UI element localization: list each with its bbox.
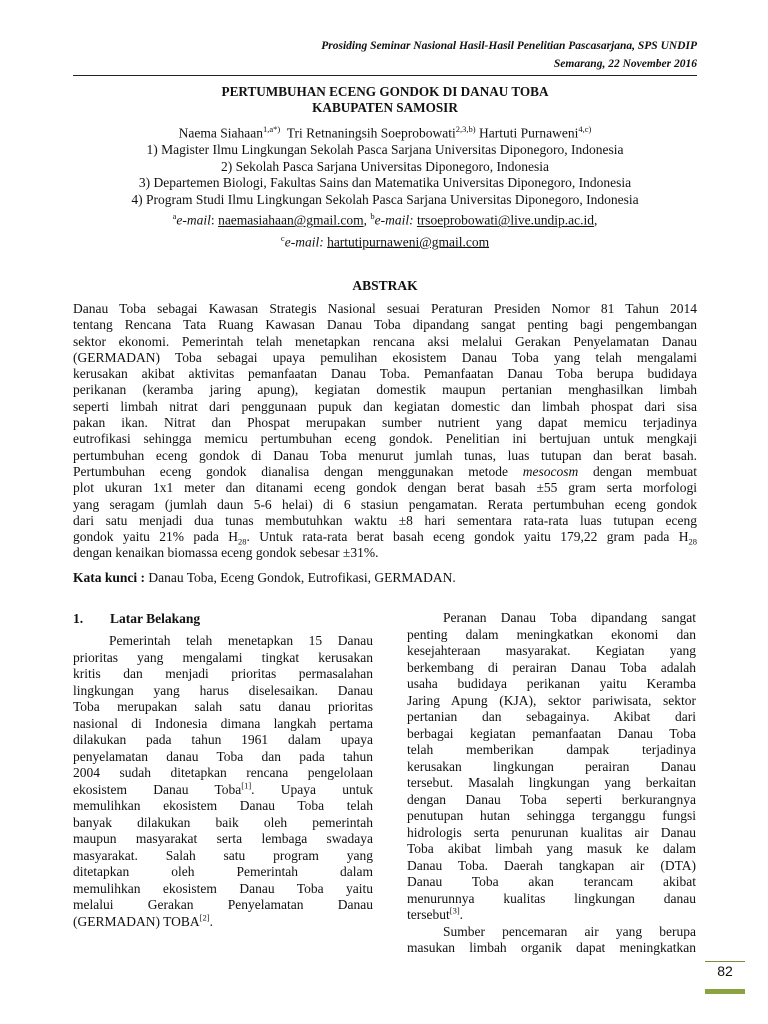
author-2-name: Tri Retnaningsih Soeprobowati <box>286 125 456 141</box>
abstract-line: (GERMADAN) Toba sebagai upaya pemulihan ekosistem Danau Toba yang telah mengalami <box>73 349 697 365</box>
abstract-line: perikanan (keramba jaring apung), kegiatan domestik maupun pertanian menghasilkan limbah <box>73 382 697 398</box>
affiliation-4: 4) Program Studi Ilmu Lingkungan Sekolah Pasca Sarjana Universitas Diponegoro, Indonesia <box>131 191 639 207</box>
affiliation-2: 2) Sekolah Pasca Sarjana Universitas Diponegoro, Indonesia <box>220 158 550 174</box>
left-line: memulihkan ekosistem Danau Toba yaitu <box>73 880 373 896</box>
left-line: ditetapkan oleh Pemerintah dalam <box>73 864 373 879</box>
abstract-line: seperti limbah nitrat dari penggunaan pupuk dan kegiatan domestic dan limbah phospat dari sisa <box>73 398 697 414</box>
abstract-line: gondok yaitu 21% pada $H_{28}$. Untuk rata-rata berat basah eceng gondok yaitu 179,22 gram pada $H_{28}$ <box>73 529 697 547</box>
author-3-name: Hartuti Purnaweni <box>478 125 579 141</box>
author-names <box>73 121 697 142</box>
page-number-rule <box>705 961 745 962</box>
right-line: Danau Toba. Daerah tangkapan air (DTA) <box>407 857 696 873</box>
left-line: kritis dan menjadi prioritas permasalahan <box>73 666 373 681</box>
author-1-name: Naema Siahaan <box>178 125 263 141</box>
left-line: prioritas yang mengalami tingkat kerusakan <box>73 649 373 665</box>
proceedings-header: Prosiding Seminar Nasional Hasil-Hasil Penelitian Pascasarjana, SPS UNDIP <box>321 40 697 52</box>
page-number: 82 <box>717 963 733 979</box>
abstract-line: dari satu menjadi dua tunas membutuhkan waktu ±8 hari sementara rata-rata luas tutupan eceng <box>73 512 697 528</box>
right-line: hidrologis serta penurunan kualitas air Danau <box>407 824 696 840</box>
right-line: penting dalam meningkatkan ekonomi dan <box>407 626 696 642</box>
abstract-line: Danau Toba sebagai Kawasan Strategis Nasional sesuai Peraturan Presiden Nomor 81 Tahun 2014 <box>73 301 697 316</box>
header-rule <box>73 75 697 76</box>
email-line-2: $^c$e-mail: hartutipurnaweni@gmail.com <box>280 232 490 250</box>
abstract-line: plot ukuran 1x1 meter dan ditanami eceng gondok dengan berat basah ±55 gram serta morfologi <box>73 480 697 496</box>
left-line: masyarakat. Salah satu program yang <box>73 847 373 863</box>
right-line: penutupan hutan sehingga terganggu fungsi <box>407 808 696 823</box>
place-date-header: Semarang, 22 November 2016 <box>553 58 697 70</box>
author-2-sup: 2,3,b) <box>455 124 476 134</box>
abstract-line: Pertumbuhan eceng gondok dianalisa dengan menggunakan metode mesocosm dengan membuat <box>73 463 697 479</box>
right-line: tersebut. Masalah lingkungan yang berkaitan <box>407 775 696 790</box>
affiliation-3: 3) Departemen Biologi, Fakultas Sains dan Matematika Universitas Diponegoro, Indonesia <box>138 175 632 191</box>
left-column <box>73 633 373 930</box>
section-number: 1. <box>73 611 84 626</box>
right-column <box>407 610 696 957</box>
email-line-1: $^a$e-mail: naemasiahaan@gmail.com, $^b$e-mail: trsoeprobowati@live.undip.ac.id, <box>172 211 598 228</box>
paper-title-line1: PERTUMBUHAN ECENG GONDOK DI DANAU TOBA <box>221 84 549 99</box>
paper-title-line2: KABUPATEN SAMOSIR <box>312 100 458 115</box>
left-line: lingkungan yang harus diselesaikan. Danau <box>73 682 373 698</box>
right-line: Peranan Danau Toba dipandang sangat <box>443 610 696 625</box>
right-line: Toba akibat limbah yang masuk ke dalam <box>407 841 696 856</box>
right-line: menurunnya kualitas lingkungan danau <box>407 890 696 906</box>
left-line: maupun masyarakat serta lembaga swadaya <box>73 831 373 846</box>
abstract-line: yang seragam (jumlah daun 5-6 helai) di 6 stasiun pengamatan. Rerata pertumbuhan eceng gondok <box>73 496 697 512</box>
left-line: memulihkan ekosistem Danau Toba telah <box>73 798 373 813</box>
right-line: masukan limbah organik dapat meningkatkan <box>407 940 696 955</box>
right-line: berkembang di perairan Danau Toba adalah <box>407 659 696 675</box>
right-line: pertanian dan sebagainya. Akibat dari <box>407 709 696 724</box>
right-line: kerusakan lingkungan perairan Danau <box>407 758 696 774</box>
left-line: penyelamatan danau Toba dan pada tahun <box>73 748 373 764</box>
right-line: berbagai kegiatan pemanfaatan Danau Toba <box>407 725 696 741</box>
email-b-label: e-mail: <box>374 212 414 228</box>
page-number-accent-bar <box>705 989 745 994</box>
left-line: (GERMADAN) TOBA[2]. <box>73 912 213 929</box>
left-line: nasional di Indonesia dimana langkah pertama <box>73 715 373 731</box>
left-line: dilakukan pada tahun 1961 dalam upaya <box>73 732 373 747</box>
right-line: Jaring Apung (KJA), sektor pariwisata, sektor <box>407 692 696 708</box>
left-line: Toba merupakan salah satu danau prioritas <box>73 699 373 714</box>
right-line: telah memberikan dampak terjadinya <box>407 742 696 757</box>
abstract-body <box>73 301 697 562</box>
right-line: kesejahteraan masyarakat. Kegiatan yang <box>407 643 696 658</box>
author-3-sup: 4,c) <box>578 124 592 134</box>
mesocosm-term: mesocosm <box>522 463 579 479</box>
left-line: 2004 sudah ditetapkan rencana pengelolaan <box>73 765 373 780</box>
abstract-line: pakan ikan. Nitrat dan Phospat merupakan sumber nutrient yang dapat memicu terjadinya <box>73 415 697 431</box>
affiliation-1: 1) Magister Ilmu Lingkungan Sekolah Pasca Sarjana Universitas Diponegoro, Indonesia <box>146 142 624 158</box>
left-line: banyak dilakukan baik oleh pemerintah <box>73 814 373 830</box>
citation-3[interactable]: [3] <box>449 905 460 916</box>
right-line: usaha budidaya perikanan yaitu Keramba <box>407 676 696 691</box>
keywords-text: Danau Toba, Eceng Gondok, Eutrofikasi, GERMADAN. <box>148 570 456 585</box>
authors-block <box>73 121 697 251</box>
abstract-line: pertumbuhan eceng gondok di Danau Toba menurut jumlah tunas, luas tutupan dan berat basah. <box>73 447 697 463</box>
citation-1[interactable]: [1] <box>241 780 252 790</box>
abstract-line: dengan kenaikan biomassa eceng gondok sebesar ±31%. <box>73 545 379 561</box>
email-c-label: e-mail: <box>284 234 324 250</box>
abstract-line: tentang Rencana Tata Ruang Kawasan Danau Toba dipandang sangat penting bagi pengembangan <box>73 317 697 333</box>
abstract-heading: ABSTRAK <box>352 278 418 293</box>
abstract-line: eutrofikasi sehingga memicu pertumbuhan eceng gondok. Penelitian ini bertujuan untuk mengkaji <box>73 431 697 447</box>
email-a-link[interactable]: naemasiahaan@gmail.com <box>218 212 364 228</box>
left-line: melalui Gerakan Penyelamatan Danau <box>73 897 373 912</box>
left-line: Pemerintah telah menetapkan 15 Danau <box>109 633 373 648</box>
email-a-label: e-mail <box>176 212 211 228</box>
abstract-line: sektor ekonomi. Pemerintah telah menetapkan rencana aksi melalui Gerakan Penyelamatan Danau <box>73 333 697 349</box>
right-line: dengan Danau Toba seperti berkurangnya <box>407 791 696 807</box>
right-line: Sumber pencemaran air yang berupa <box>443 923 696 939</box>
keywords <box>73 570 456 586</box>
email-c-link[interactable]: hartutipurnaweni@gmail.com <box>327 234 490 250</box>
keywords-label: Kata kunci : <box>73 570 146 585</box>
email-b-link[interactable]: trsoeprobowati@live.undip.ac.id <box>416 212 594 228</box>
section-title: Latar Belakang <box>110 611 201 626</box>
right-line: tersebut[3]. <box>407 905 464 922</box>
abstract-line: kerusakan akibat aktivitas pemanfaatan Danau Toba. Pemanfaatan Danau Toba berupa budidaya <box>73 366 697 382</box>
right-line: Danau Toba akan terancam akibat <box>407 874 696 889</box>
left-line: ekosistem Danau Toba[1]. Upaya untuk <box>73 780 373 797</box>
citation-2[interactable]: [2] <box>199 912 210 922</box>
author-1-sup: 1,a*) <box>263 124 281 134</box>
